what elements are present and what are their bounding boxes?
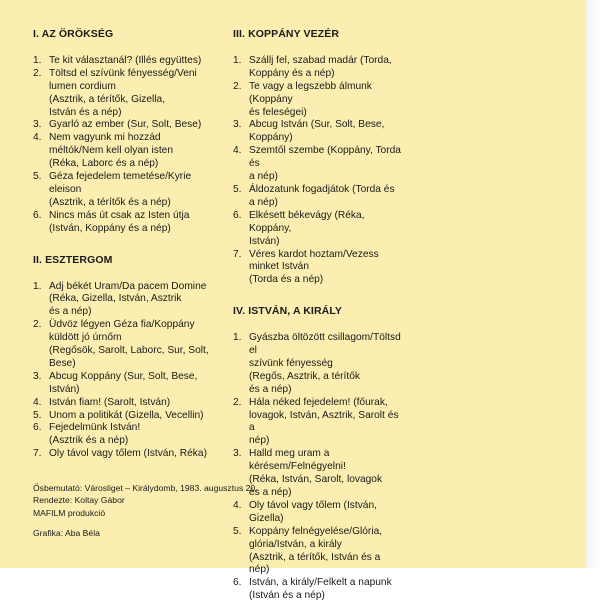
track-item: 4. Szemtől szembe (Koppány, Torda és a nép) [233,145,401,183]
track-item: 6. Nincs más út csak az Isten útja (István, Koppány és a nép) [33,209,190,234]
track-list [233,332,403,603]
track-item: 6. István, a király/Felkelt a napunk (István és a nép) [233,577,392,602]
director-credit: Rendezte: Koltay Gábor [33,495,125,506]
track-item: 3. Abcug István (Sur, Solt, Bese, Koppány) [233,119,385,144]
production-credit: MAFILM produkció [33,507,106,518]
section-koppany-vezer [233,28,403,287]
track-item: 2. Töltsd el szívünk fényesség/Veni lumen cordium (Asztrik, a térítők, Gizella, István és a nép) [33,67,197,118]
right-column [233,28,403,603]
track-list [233,55,403,287]
track-item: 1. Szállj fel, szabad madár (Torda, Koppány és a nép) [233,54,392,79]
track-item: 5. Unom a politikát (Gizella, Vecellin) [33,409,204,421]
track-item: 3. Gyarló az ember (Sur, Solt, Bese) [33,119,202,131]
section-spacer [33,236,238,254]
section-title: I. AZ ÖRÖKSÉG [33,28,114,40]
credits-spacer [33,519,258,527]
track-item: 5. Géza fejedelem temetése/Kyrie eleison (Asztrik, a térítők és a nép) [33,171,192,208]
track-item: 6. Fejedelmünk István! (Asztrik és a nép) [33,422,141,447]
section-title: II. ESZTERGOM [33,253,113,266]
track-item: 3. Halld meg uram a kérésem/Felnégyelni! (Réka, István, Sarolt, lovagok és a nép) [233,448,383,498]
track-item: 2. Üdvöz légyen Géza fia/Koppány küldött jó úrnőm (Regősök, Sarolt, Laborc, Sur, Solt, Bese) [33,319,209,369]
section-title: IV. ISTVÁN, A KIRÁLY [233,305,342,318]
track-item: 1. Adj békét Uram/Da pacem Domine (Réka, Gizella, István, Asztrik és a nép) [33,280,207,318]
track-item: 4. István fiam! (Sarolt, István) [33,396,171,408]
track-item: 2. Te vagy a legszebb álmunk (Koppány és feleségei) [233,80,372,118]
graphics-credit: Grafika: Aba Béla [33,528,100,539]
track-item: 3. Abcug Koppány (Sur, Solt, Bese, István) [33,370,198,395]
track-item: 6. Elkésett békevágy (Réka, Koppány, István) [233,209,365,247]
track-item: 4. Nem vagyunk mi hozzád méltók/Nem kell olyan isten (Réka, Laborc és a nép) [33,132,173,170]
credits [33,482,258,540]
section-istvan-a-kiraly [233,305,403,603]
track-item: 7. Véres kardot hoztam/Vezess minket István (Torda és a nép) [233,248,379,286]
track-item: 1. Gyászba öltözött csillagom/Töltsd el szívünk fényesség (Regős, Asztrik, a térítők és a nép) [233,332,401,395]
track-item: 7. Oly távol vagy tőlem (István, Réka) [33,448,207,460]
track-list [33,55,238,236]
track-item: 1. Te kit választanál? (Illés együttes) [33,54,202,66]
section-az-orokseg [33,28,238,236]
premiere-credit: Ősbemutató: Városliget – Királydomb, 1983. augusztus 20. [33,483,258,493]
section-spacer [233,287,403,305]
track-item: 4. Oly távol vagy tőlem (István, Gizella) [233,499,377,524]
section-esztergom [33,254,238,462]
section-title: III. KOPPÁNY VEZÉR [233,28,340,40]
track-item: 2. Hála néked fejedelem! (főurak, lovagok, István, Asztrik, Sarolt és a nép) [233,396,399,447]
left-column [33,28,238,461]
track-item: 5. Áldozatunk fogadjátok (Torda és a nép) [233,183,395,208]
track-item: 5. Koppány felnégyelése/Glória, glória/István, a király (Asztrik, a térítők, István és a nép) [233,525,383,576]
track-list [33,281,238,462]
